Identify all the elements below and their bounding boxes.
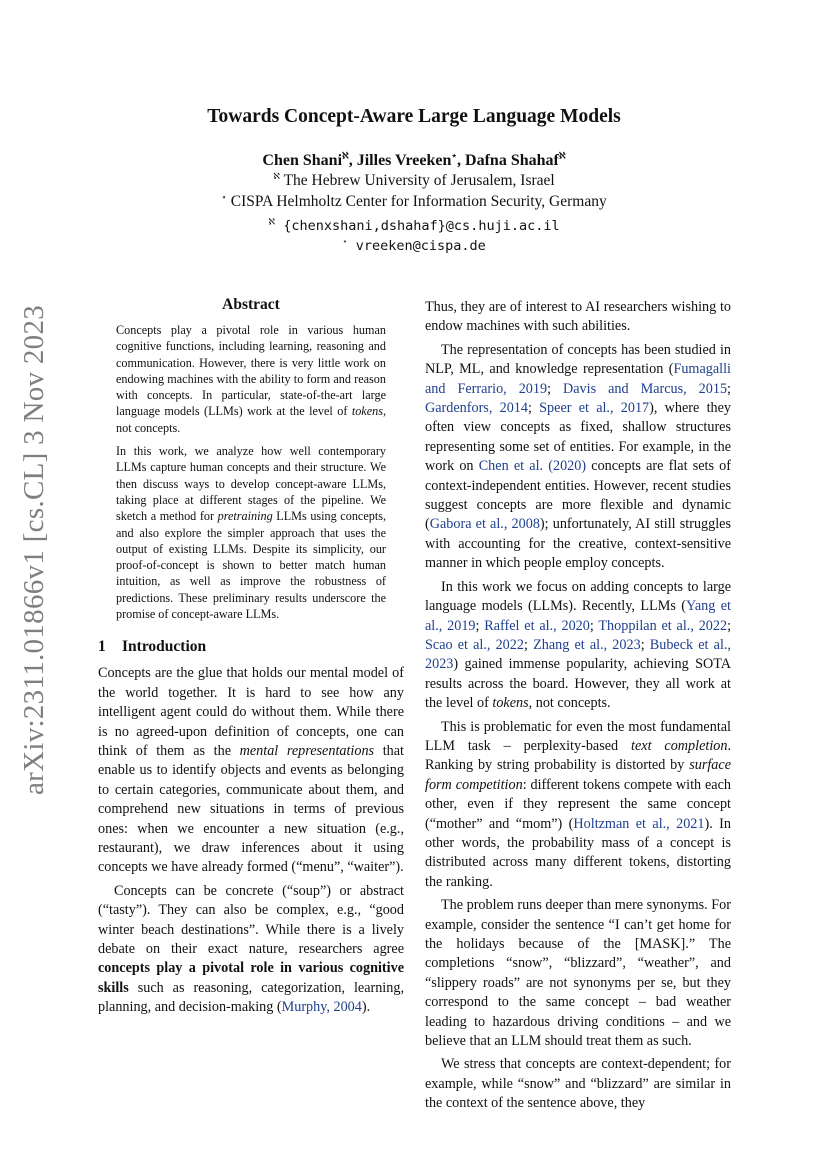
citation-link[interactable]: Murphy, 2004 bbox=[281, 999, 362, 1016]
email-line: ⋆ vreeken@cispa.de bbox=[342, 237, 486, 254]
affiliation-mark: ℵ bbox=[558, 150, 566, 161]
right-column bbox=[425, 298, 731, 1114]
introduction-body bbox=[98, 664, 404, 1017]
citation-link[interactable]: Thoppilan et al., 2022 bbox=[598, 617, 728, 634]
citation-link[interactable]: Zhang et al., 2023 bbox=[533, 636, 641, 653]
citation-link[interactable]: Scao et al., 2022 bbox=[425, 636, 524, 653]
body-paragraph: The representation of concepts has been studied in NLP, ML, and knowledge representation (Fumagalli and Ferrario, 2019; Davis and Marcus, 2015; Gardenfors, 2014; Speer et al., 2017), where they often view concepts as fixed, shallow structures representing some set of entities. For example, in the work on Chen et al. (2020) concepts are flat sets of context-independent entities. However, recent studies suggest concepts are more flexible and dynamic (Gabora et al., 2008); unfortunately, AI still struggles with accounting for the creative, context-sensitive manner in which people employ concepts. bbox=[425, 341, 731, 572]
affiliation-line: $^ℵ$ The Hebrew University of Jerusalem, Israel bbox=[273, 170, 555, 189]
affiliation-mark: ⋆ bbox=[451, 150, 458, 161]
author-name: Dafna Shahaf bbox=[465, 152, 559, 169]
citation-link[interactable]: Chen et al. bbox=[478, 458, 544, 475]
body-paragraph: We stress that concepts are context-dependent; for example, while “snow” and “blizzard” are similar in the context of the sentence above, they bbox=[425, 1056, 731, 1112]
body-paragraph: In this work we focus on adding concepts to large language models (LLMs). Recently, LLMs (Yang et al., 2019; Raffel et al., 2020; Thoppilan et al., 2022; Scao et al., 2022; Zhang et al., 2023; Bubeck et al., 2023) gained immense popularity, achieving SOTA results across the board. However, they all work at the level of tokens, not concepts. bbox=[425, 578, 732, 712]
citation-link[interactable]: Davis and Marcus, 2015 bbox=[563, 380, 728, 397]
author-name: Chen Shani bbox=[262, 152, 343, 169]
abstract-paragraph: In this work, we analyze how well contemporary LLMs capture human concepts and their structure. We then discuss ways to develop concept-aware LLMs, taking place at different stages of the pipeline. We sketch a method for pretraining LLMs using concepts, and also explore the simpler approach that uses the output of existing LLMs. Despite its simplicity, our proof-of-concept is shown to better match human intuition, as well as improve the robustness of predictions. These preliminary results underscore the promise of concept-aware LLMs. bbox=[116, 444, 386, 622]
citation-link[interactable]: Bubeck et al., 2023 bbox=[425, 636, 731, 673]
body-paragraph: Thus, they are of interest to AI researchers wishing to endow machines with such abilities. bbox=[425, 299, 731, 335]
citation-year-link[interactable]: (2020) bbox=[548, 458, 587, 475]
abstract-heading: Abstract bbox=[222, 296, 280, 313]
author-list: Chen Shani$^ℵ$, Jilles Vreeken⋆, Dafna Shahaf$^ℵ$ bbox=[262, 150, 566, 169]
abstract-paragraph: Concepts play a pivotal role in various human cognitive functions, including learning, reasoning and communication. However, there is very little work on endowing machines with the ability to form and reason with concepts. In particular, state-of-the-art large language models (LLMs) work at the level of tokens, not concepts. bbox=[116, 323, 386, 435]
citation-link[interactable]: Raffel et al., 2020 bbox=[484, 617, 590, 634]
citation-link[interactable]: Speer et al., 2017 bbox=[539, 400, 650, 417]
body-paragraph: This is problematic for even the most fundamental LLM task – perplexity-based text completion. Ranking by string probability is distorted by surface form competition: different tokens compete with each other, even if they represent the same concept (“mother” and “mom”) (Holtzman et al., 2021). In other words, the probability mass of a concept is distributed across many different tokens, distorting the ranking. bbox=[425, 718, 731, 890]
abstract-body bbox=[98, 322, 404, 622]
citation-link[interactable]: Yang et al., 2019 bbox=[425, 598, 731, 634]
left-column bbox=[98, 296, 404, 1018]
affiliation-line: ⋆ CISPA Helmholtz Center for Information Security, Germany bbox=[221, 191, 607, 210]
author-name: Jilles Vreeken bbox=[356, 152, 452, 169]
citation-link[interactable]: Gardenfors, 2014 bbox=[425, 400, 528, 417]
paper-title: Towards Concept-Aware Large Language Models bbox=[207, 106, 621, 127]
citation-link[interactable]: Gabora et al., 2008 bbox=[429, 516, 540, 533]
citation-link[interactable]: Fumagalli and Ferrario, 2019 bbox=[425, 361, 731, 397]
section-heading-introduction: 1 Introduction bbox=[98, 638, 207, 656]
body-paragraph: Concepts are the glue that holds our mental model of the world together. It is hard to see how any intelligent agent could do without them. While there is no agreed-upon definition of concepts, one can think of them as the mental representations that enable us to identify objects and events as belonging to certain categories, communicate about them, and comprehend new situations in terms of previous ones: when we encounter a new situation (e.g., restaurant), we draw inferences about it using concepts we have already formed (“menu”, “waiter”). bbox=[98, 665, 404, 876]
affiliation-mark: ℵ bbox=[342, 150, 349, 161]
email-line: $^ℵ$ {chenxshani,dshahaf}@cs.huji.ac.il bbox=[268, 217, 560, 234]
citation-link[interactable]: Holtzman et al., 2021 bbox=[573, 815, 705, 832]
body-paragraph: The problem runs deeper than mere synonyms. For example, consider the sentence “I can’t get home for the holidays because of the [MASK].” The completions “snow”, “blizzard”, “weather”, and “slippery roads” are not synonyms per se, but they correspond to the same concept – bad weather leading to hazardous driving conditions – and we believe that an LLM should treat them as such. bbox=[425, 897, 731, 1050]
body-paragraph: Concepts can be concrete (“soup”) or abstract (“tasty”). They can also be complex, e.g., “good winter beach destinations”. While there is a lively debate on their exact nature, researchers agree concepts play a pivotal role in various cognitive skills such as reasoning, categorization, learning, planning, and decision-making (Murphy, 2004). bbox=[98, 882, 404, 1016]
arxiv-identifier-stamp: arXiv:2311.01866v1 [cs.CL] 3 Nov 2023 bbox=[18, 304, 50, 795]
